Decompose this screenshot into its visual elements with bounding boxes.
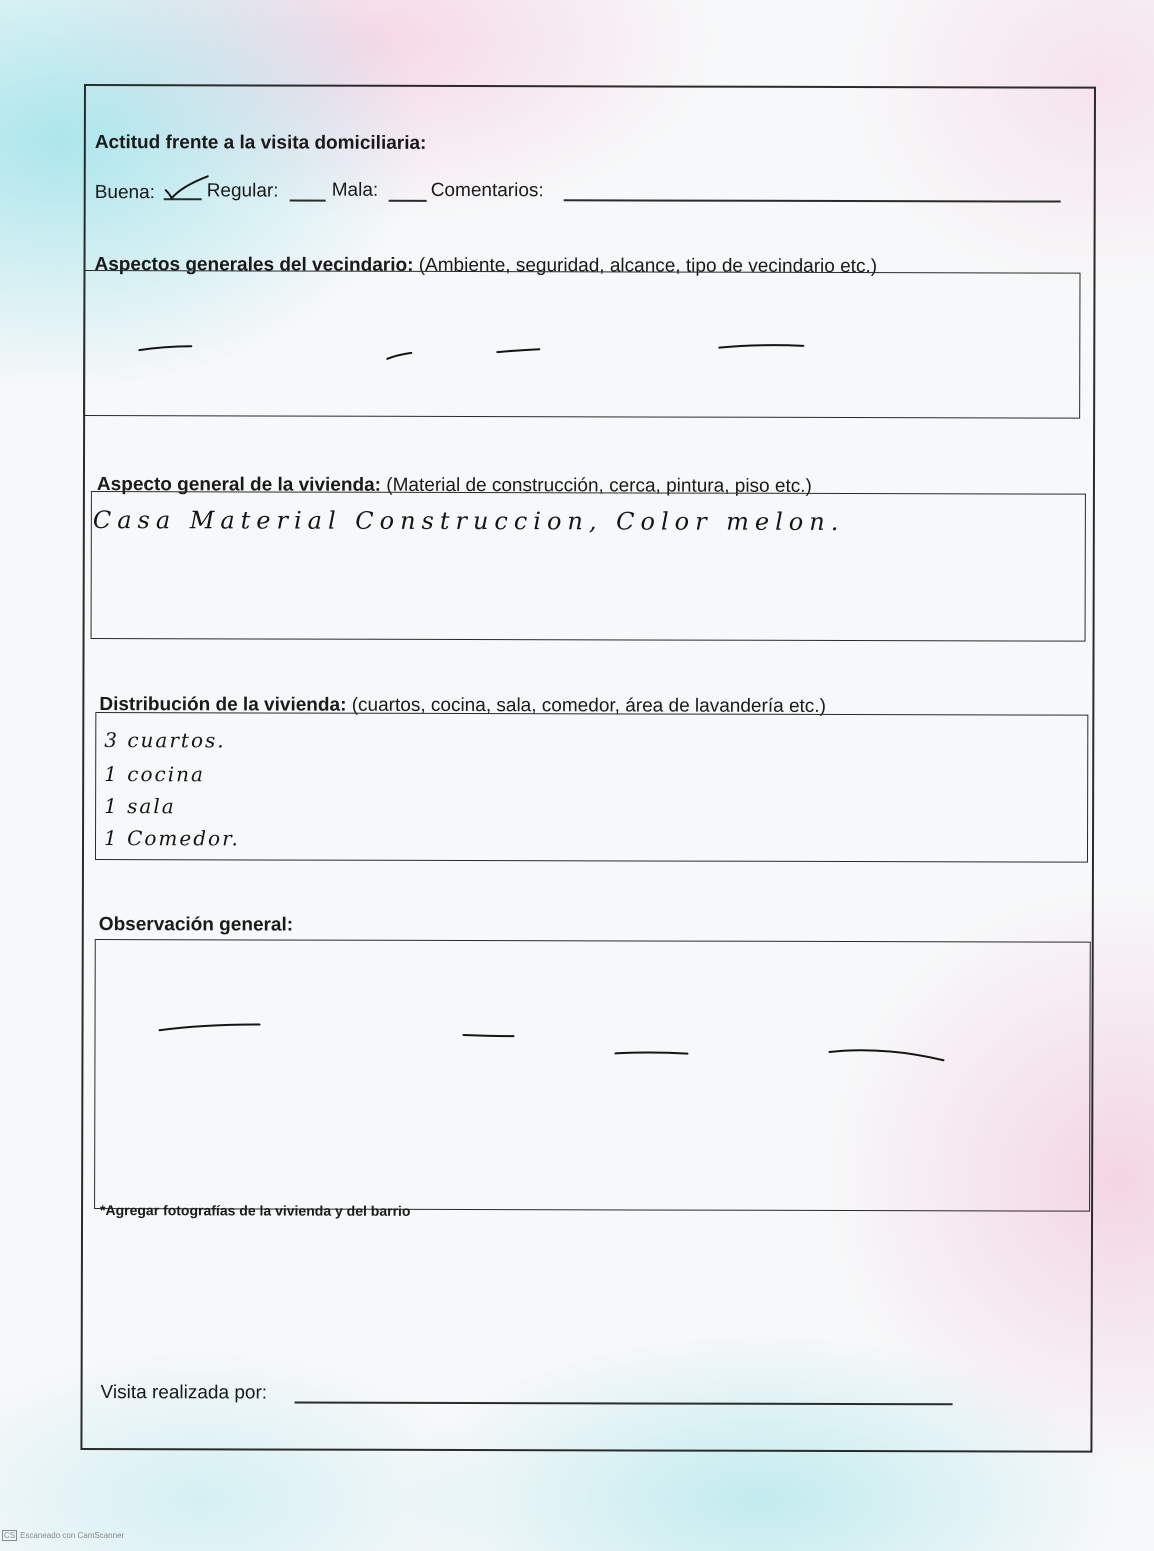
buena-label: Buena: (94, 182, 155, 204)
neighborhood-heading: Aspectos generales del vecindario: (Ambiente, seguridad, alcance, tipo de vecindario etc.) (94, 254, 878, 278)
comentarios-label: Comentarios: (430, 179, 544, 202)
distribution-item: 1 cocina (104, 762, 205, 787)
housing-hint: (Material de construcción, cerca, pintura, piso etc.) (386, 474, 812, 497)
distribution-heading: Distribución de la vivienda: (cuartos, cocina, sala, comedor, área de lavandería etc.) (99, 694, 826, 717)
checkmark-icon (164, 174, 210, 202)
observation-strike-marks (153, 1006, 953, 1068)
observation-box[interactable] (94, 939, 1091, 1212)
scanner-text: Escaneado con CamScanner (20, 1531, 125, 1540)
form-sheet (80, 84, 1096, 1453)
regular-blank[interactable] (290, 200, 326, 202)
comentarios-blank[interactable] (564, 199, 1061, 202)
mala-label: Mala: (331, 179, 379, 201)
scanner-watermark (2, 1530, 124, 1541)
observation-heading: Observación general: (98, 914, 294, 936)
signature-blank[interactable] (295, 1402, 953, 1406)
attitude-heading: Actitud frente a la visita domiciliaria: (94, 132, 427, 154)
distribution-item: 1 Comedor. (103, 826, 240, 851)
mala-blank[interactable] (389, 200, 427, 202)
scanner-logo: CS (4, 1531, 16, 1540)
neighborhood-strike-marks (135, 326, 815, 368)
distribution-hint: (cuartos, cocina, sala, comedor, área de lavandería etc.) (351, 694, 826, 717)
neighborhood-hint: (Ambiente, seguridad, alcance, tipo de vecindario etc.) (418, 254, 878, 278)
distribution-item: 3 cuartos. (104, 728, 226, 753)
distribution-box[interactable] (95, 712, 1088, 863)
housing-handwritten: Casa Material Construccion, Color melon. (92, 506, 845, 536)
housing-heading: Aspecto general de la vivienda: (Material de construcción, cerca, pintura, piso etc.) (96, 474, 812, 497)
observation-note: *Agregar fotografías de la vivienda y del barrio (100, 1202, 411, 1219)
signature-label: Visita realizada por: (100, 1382, 268, 1404)
regular-label: Regular: (206, 180, 279, 202)
distribution-item: 1 sala (104, 794, 176, 819)
